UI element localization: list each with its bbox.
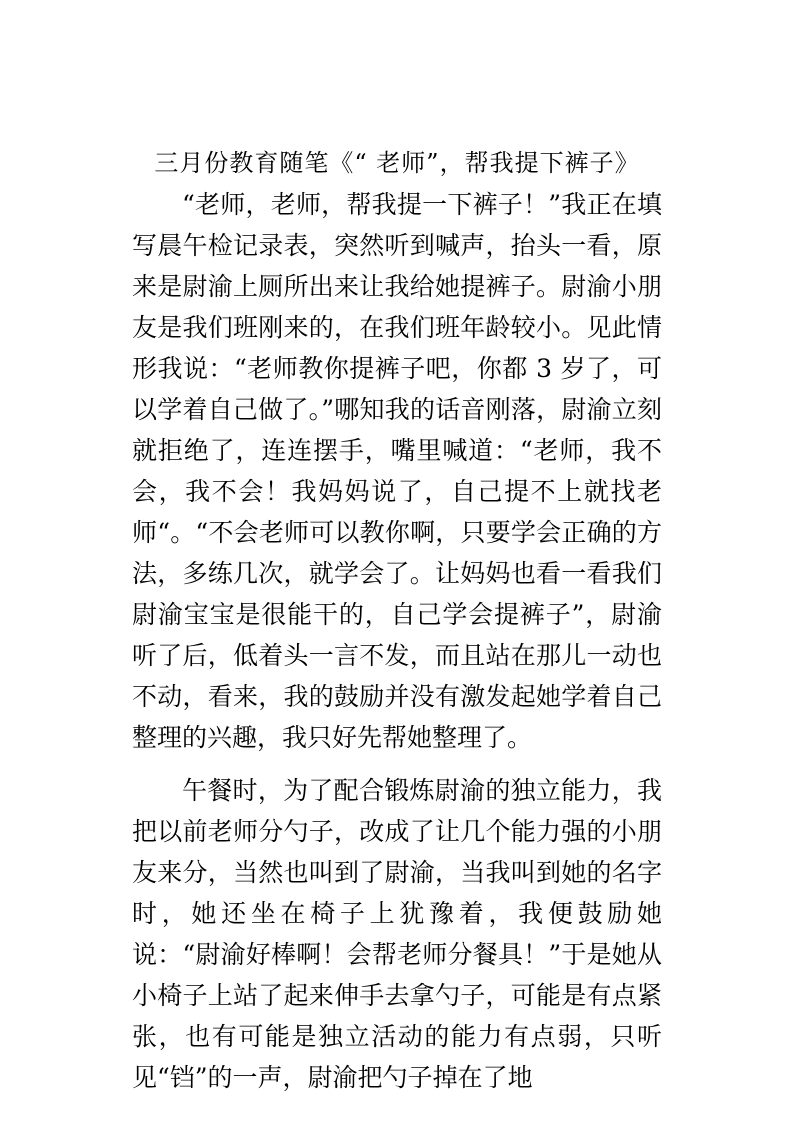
document-title: 三月份教育随笔《“ 老师”，帮我提下裤子》: [154, 149, 640, 177]
paragraph: “老师，老师，帮我提一下裤子！”我正在填写晨午检记录表，突然听到喊声，抬头一看，原来是尉渝上厕所出来让我给她提裤子。尉渝小朋友是我们班刚来的，在我们班年龄较小。见此情形我说：“老师教你提裤子吧，你都 3 岁了，可以学着自己做了。”哪知我的话音刚落，尉渝立刻就拒绝了，连连摆手，嘴里喊道：“老师，我不会，我不会！我妈妈说了，自己提不上就找老师“。“不会老师可以教你啊，只要学会正确的方法，多练几次，就学会了。让妈妈也看一看我们尉渝宝宝是很能干的，自己学会提裤子”，尉渝听了后，低着头一言不发，而且站在那儿一动也不动，看来，我的鼓励并没有激发起她学着自己整理的兴趣，我只好先帮她整理了。: [132, 190, 662, 752]
document-body: [132, 184, 662, 1098]
paragraph: 午餐时，为了配合锻炼尉渝的独立能力，我把以前老师分勺子，改成了让几个能力强的小朋友来分，当然也叫到了尉渝，当我叫到她的名字时，她还坐在椅子上犹豫着，我便鼓励她说：“尉渝好棒啊！会帮老师分餐具！”于是她从小椅子上站了起来伸手去拿勺子，可能是有点紧张，也有可能是独立活动的能力有点弱，只听见“铛”的一声，尉渝把勺子掉在了地: [132, 776, 662, 1092]
